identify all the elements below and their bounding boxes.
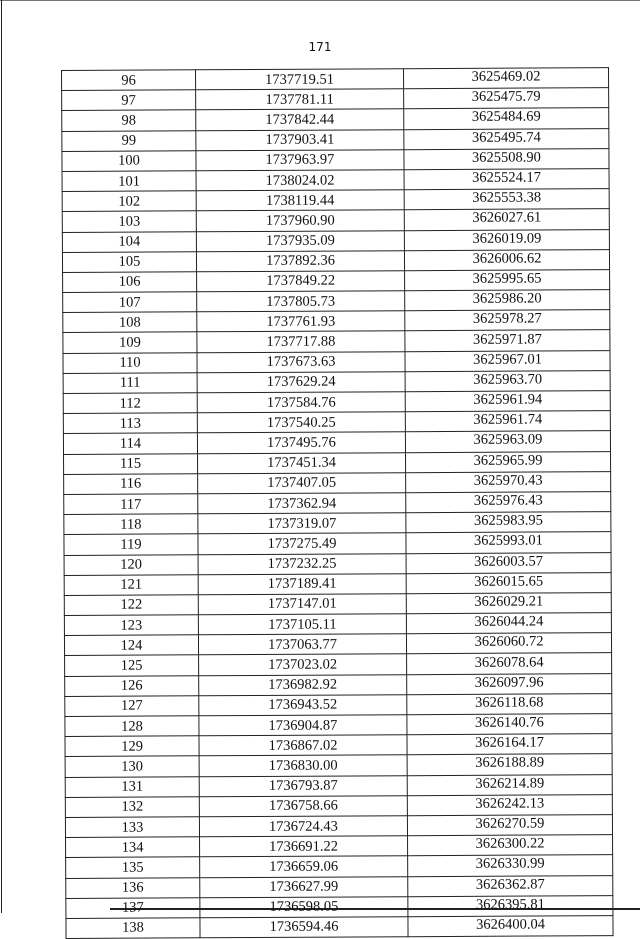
table-row — [62, 128, 609, 151]
table-row — [63, 310, 610, 333]
x-coordinate-cell: 1737719.51 — [196, 69, 404, 90]
table-row — [65, 774, 612, 797]
point-number-cell: 127 — [65, 696, 199, 717]
table-row — [66, 835, 613, 858]
y-coordinate-cell: 3626164.17 — [407, 734, 612, 755]
x-coordinate-cell: 1737717.88 — [197, 331, 405, 352]
point-number-cell: 119 — [64, 534, 198, 555]
y-coordinate-cell: 3626003.57 — [406, 552, 611, 573]
table-row — [63, 350, 610, 373]
table-row — [66, 875, 613, 898]
y-coordinate-cell: 3626029.21 — [406, 593, 611, 614]
x-coordinate-cell: 1736830.00 — [199, 755, 407, 776]
y-coordinate-cell: 3626044.24 — [406, 613, 611, 634]
table-row — [62, 249, 609, 272]
table-row — [62, 209, 609, 232]
y-coordinate-cell: 3626097.96 — [407, 673, 612, 694]
x-coordinate-cell: 1736867.02 — [199, 735, 407, 756]
x-coordinate-cell: 1736943.52 — [199, 695, 407, 716]
y-coordinate-cell: 3625971.87 — [405, 330, 610, 351]
table-row — [62, 68, 609, 91]
table-row — [63, 391, 610, 414]
y-coordinate-cell: 3625475.79 — [404, 88, 609, 109]
x-coordinate-cell: 1736758.66 — [199, 795, 407, 816]
table-row — [64, 512, 611, 535]
point-number-cell: 133 — [65, 817, 199, 838]
y-coordinate-cell: 3626395.81 — [408, 895, 613, 916]
table-row — [64, 532, 611, 555]
table-row — [64, 451, 611, 474]
x-coordinate-cell: 1737963.97 — [196, 149, 404, 170]
point-number-cell: 132 — [65, 797, 199, 818]
y-coordinate-cell: 3626362.87 — [408, 875, 613, 896]
table-row — [65, 794, 612, 817]
x-coordinate-cell: 1737023.02 — [199, 654, 407, 675]
point-number-cell: 100 — [62, 151, 196, 172]
point-number-cell: 138 — [66, 918, 200, 939]
x-coordinate-cell: 1737063.77 — [198, 634, 406, 655]
y-coordinate-cell: 3625963.09 — [405, 431, 610, 452]
point-number-cell: 102 — [62, 191, 196, 212]
x-coordinate-cell: 1737362.94 — [198, 493, 406, 514]
table-row — [63, 431, 610, 454]
page-number: 171 — [308, 40, 332, 54]
point-number-cell: 97 — [62, 90, 196, 111]
y-coordinate-cell: 3625484.69 — [404, 108, 609, 129]
point-number-cell: 113 — [63, 413, 197, 434]
table-row — [65, 653, 612, 676]
table-row — [62, 88, 609, 111]
point-number-cell: 123 — [64, 615, 198, 636]
y-coordinate-cell: 3626242.13 — [407, 794, 612, 815]
y-coordinate-cell: 3626078.64 — [407, 653, 612, 674]
table-row — [64, 471, 611, 494]
y-coordinate-cell: 3626140.76 — [407, 714, 612, 735]
x-coordinate-cell: 1737935.09 — [196, 230, 404, 251]
x-coordinate-cell: 1737673.63 — [197, 351, 405, 372]
x-coordinate-cell: 1736793.87 — [199, 775, 407, 796]
y-coordinate-cell: 3626027.61 — [404, 209, 609, 230]
point-number-cell: 109 — [63, 332, 197, 353]
x-coordinate-cell: 1737960.90 — [196, 210, 404, 231]
table-row — [65, 693, 612, 716]
point-number-cell: 112 — [63, 393, 197, 414]
table-row — [62, 189, 609, 212]
point-number-cell: 134 — [66, 837, 200, 858]
table-row — [65, 714, 612, 737]
x-coordinate-cell: 1737629.24 — [197, 372, 405, 393]
table-row — [62, 148, 609, 171]
point-number-cell: 103 — [62, 211, 196, 232]
point-number-cell: 96 — [62, 70, 196, 91]
x-coordinate-cell: 1737584.76 — [197, 392, 405, 413]
y-coordinate-cell: 3625508.90 — [404, 148, 609, 169]
point-number-cell: 106 — [63, 272, 197, 293]
point-number-cell: 130 — [65, 756, 199, 777]
table-row — [65, 815, 612, 838]
point-number-cell: 104 — [62, 231, 196, 252]
y-coordinate-cell: 3626330.99 — [408, 855, 613, 876]
y-coordinate-cell: 3625993.01 — [406, 532, 611, 553]
x-coordinate-cell: 1737451.34 — [198, 452, 406, 473]
point-number-cell: 137 — [66, 897, 200, 918]
x-coordinate-cell: 1737781.11 — [196, 89, 404, 110]
x-coordinate-cell: 1736627.99 — [200, 876, 408, 897]
point-number-cell: 108 — [63, 312, 197, 333]
point-number-cell: 129 — [65, 736, 199, 757]
table-row — [65, 754, 612, 777]
table-row — [65, 673, 612, 696]
y-coordinate-cell: 3626006.62 — [404, 249, 609, 270]
point-number-cell: 99 — [62, 130, 196, 151]
x-coordinate-cell: 1736594.46 — [200, 917, 408, 938]
point-number-cell: 114 — [63, 433, 197, 454]
y-coordinate-cell: 3626060.72 — [406, 633, 611, 654]
y-coordinate-cell: 3625965.99 — [406, 451, 611, 472]
table-row — [64, 552, 611, 575]
y-coordinate-cell: 3625986.20 — [405, 290, 610, 311]
coordinate-table-wrapper — [61, 67, 614, 939]
point-number-cell: 115 — [64, 453, 198, 474]
y-coordinate-cell: 3625978.27 — [405, 310, 610, 331]
x-coordinate-cell: 1736691.22 — [200, 836, 408, 857]
page-border-top — [0, 0, 640, 1]
x-coordinate-cell: 1737805.73 — [197, 291, 405, 312]
table-row — [64, 492, 611, 515]
point-number-cell: 128 — [65, 716, 199, 737]
point-number-cell: 125 — [65, 655, 199, 676]
y-coordinate-cell: 3626188.89 — [407, 754, 612, 775]
y-coordinate-cell: 3626400.04 — [408, 915, 613, 936]
x-coordinate-cell: 1737849.22 — [197, 271, 405, 292]
point-number-cell: 131 — [65, 776, 199, 797]
table-row — [66, 895, 613, 918]
table-row — [64, 593, 611, 616]
point-number-cell: 135 — [66, 857, 200, 878]
point-number-cell: 105 — [62, 251, 196, 272]
coordinate-table-body — [62, 68, 614, 939]
table-row — [66, 855, 613, 878]
point-number-cell: 101 — [62, 171, 196, 192]
x-coordinate-cell: 1738119.44 — [196, 190, 404, 211]
table-row — [66, 915, 613, 938]
x-coordinate-cell: 1736982.92 — [199, 674, 407, 695]
y-coordinate-cell: 3625961.74 — [405, 411, 610, 432]
y-coordinate-cell: 3626019.09 — [404, 229, 609, 250]
x-coordinate-cell: 1737903.41 — [196, 129, 404, 150]
x-coordinate-cell: 1737407.05 — [198, 472, 406, 493]
y-coordinate-cell: 3625469.02 — [403, 68, 608, 89]
x-coordinate-cell: 1738024.02 — [196, 170, 404, 191]
point-number-cell: 117 — [64, 494, 198, 515]
table-row — [62, 229, 609, 252]
x-coordinate-cell: 1737189.41 — [198, 573, 406, 594]
x-coordinate-cell: 1736659.06 — [200, 856, 408, 877]
coordinate-table — [61, 67, 614, 939]
table-row — [62, 169, 609, 192]
point-number-cell: 110 — [63, 352, 197, 373]
x-coordinate-cell: 1736724.43 — [199, 816, 407, 837]
y-coordinate-cell: 3625967.01 — [405, 350, 610, 371]
x-coordinate-cell: 1737319.07 — [198, 513, 406, 534]
point-number-cell: 136 — [66, 877, 200, 898]
point-number-cell: 126 — [65, 675, 199, 696]
y-coordinate-cell: 3626214.89 — [407, 774, 612, 795]
table-row — [64, 613, 611, 636]
point-number-cell: 107 — [63, 292, 197, 313]
page-border-left — [1, 0, 2, 913]
x-coordinate-cell: 1737147.01 — [198, 594, 406, 615]
point-number-cell: 120 — [64, 554, 198, 575]
y-coordinate-cell: 3625970.43 — [406, 471, 611, 492]
table-row — [63, 330, 610, 353]
y-coordinate-cell: 3625976.43 — [406, 492, 611, 513]
point-number-cell: 118 — [64, 514, 198, 535]
table-row — [63, 270, 610, 293]
point-number-cell: 124 — [64, 635, 198, 656]
table-row — [64, 572, 611, 595]
table-row — [63, 411, 610, 434]
y-coordinate-cell: 3625961.94 — [405, 391, 610, 412]
x-coordinate-cell: 1737275.49 — [198, 533, 406, 554]
y-coordinate-cell: 3626015.65 — [406, 572, 611, 593]
y-coordinate-cell: 3625995.65 — [405, 270, 610, 291]
point-number-cell: 116 — [64, 474, 198, 495]
y-coordinate-cell: 3626118.68 — [407, 693, 612, 714]
point-number-cell: 121 — [64, 574, 198, 595]
x-coordinate-cell: 1737105.11 — [198, 614, 406, 635]
table-row — [62, 108, 609, 131]
y-coordinate-cell: 3626270.59 — [407, 815, 612, 836]
table-row — [64, 633, 611, 656]
x-coordinate-cell: 1737232.25 — [198, 553, 406, 574]
y-coordinate-cell: 3625963.70 — [405, 370, 610, 391]
x-coordinate-cell: 1736598.05 — [200, 896, 408, 917]
y-coordinate-cell: 3626300.22 — [408, 835, 613, 856]
x-coordinate-cell: 1737540.25 — [197, 412, 405, 433]
x-coordinate-cell: 1737842.44 — [196, 109, 404, 130]
x-coordinate-cell: 1737761.93 — [197, 311, 405, 332]
table-row — [63, 290, 610, 313]
y-coordinate-cell: 3625524.17 — [404, 169, 609, 190]
y-coordinate-cell: 3625553.38 — [404, 189, 609, 210]
y-coordinate-cell: 3625495.74 — [404, 128, 609, 149]
point-number-cell: 111 — [63, 373, 197, 394]
x-coordinate-cell: 1737892.36 — [196, 250, 404, 271]
point-number-cell: 122 — [64, 595, 198, 616]
x-coordinate-cell: 1736904.87 — [199, 715, 407, 736]
table-row — [63, 370, 610, 393]
y-coordinate-cell: 3625983.95 — [406, 512, 611, 533]
point-number-cell: 98 — [62, 110, 196, 131]
x-coordinate-cell: 1737495.76 — [197, 432, 405, 453]
table-row — [65, 734, 612, 757]
